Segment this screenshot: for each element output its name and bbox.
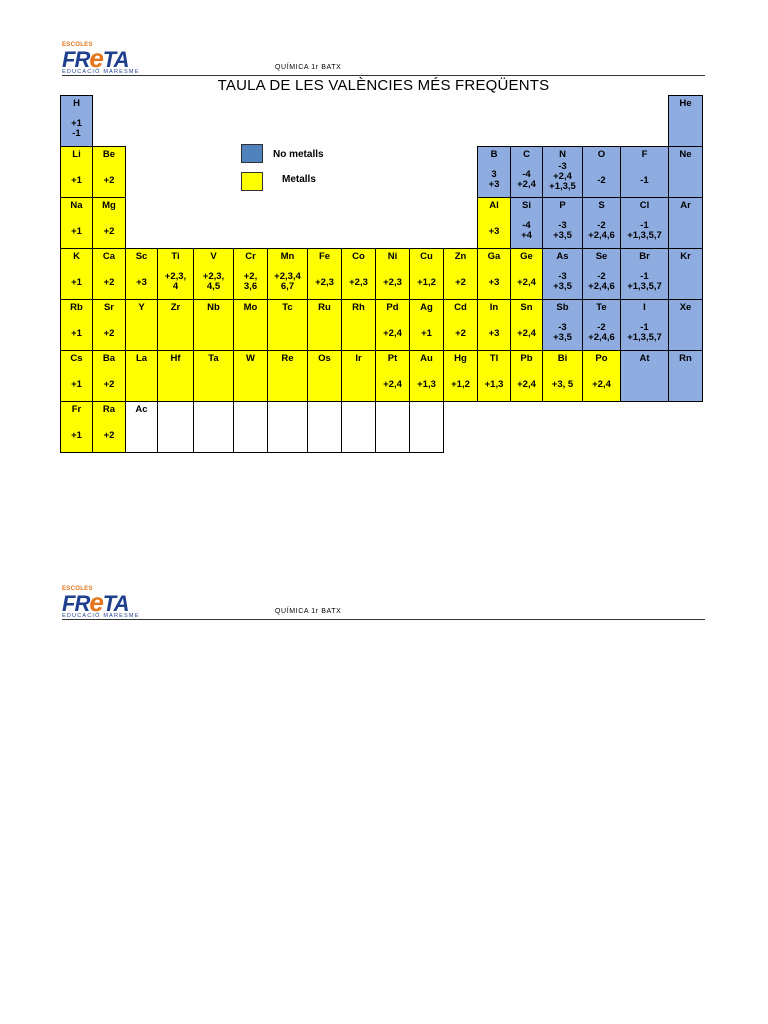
empty-cell xyxy=(158,402,194,453)
element-valences: -2 xyxy=(597,175,606,186)
element-cell-ac xyxy=(126,402,158,453)
element-symbol: Co xyxy=(352,251,365,262)
element-valences: 3 +3 xyxy=(488,169,500,190)
element-cell-al xyxy=(478,198,511,249)
blank-cell xyxy=(444,96,478,147)
element-valences: +2,4 xyxy=(517,379,536,390)
element-cell-n xyxy=(543,147,583,198)
element-cell-mg xyxy=(93,198,126,249)
header-subtitle: QUÍMICA 1r BATX xyxy=(275,64,342,71)
element-symbol: Cr xyxy=(245,251,256,262)
element-cell-rb xyxy=(61,300,93,351)
element-valences: -3 +3,5 xyxy=(553,220,572,241)
element-symbol: Fr xyxy=(71,404,82,415)
blank-cell xyxy=(410,198,444,249)
header-rule xyxy=(62,75,705,76)
blank-cell xyxy=(268,198,308,249)
element-symbol: Bi xyxy=(557,353,568,364)
element-symbol: Cs xyxy=(70,353,83,364)
blank-cell xyxy=(93,96,126,147)
element-valences: +2,4 xyxy=(592,379,611,390)
blank-cell xyxy=(126,147,158,198)
blank-cell xyxy=(410,96,444,147)
element-cell-c xyxy=(511,147,543,198)
blank-cell xyxy=(194,147,234,198)
element-valences: +3 xyxy=(136,277,147,288)
element-symbol: F xyxy=(641,149,648,160)
element-symbol: W xyxy=(246,353,255,364)
element-cell-tc xyxy=(268,300,308,351)
element-cell-b xyxy=(478,147,511,198)
blank-cell xyxy=(376,147,410,198)
element-symbol: Os xyxy=(318,353,331,364)
element-cell-zr xyxy=(158,300,194,351)
blank-cell xyxy=(583,402,621,453)
element-valences: +2 xyxy=(103,277,115,288)
element-valences: +1,3 xyxy=(484,379,504,390)
element-valences: +3 xyxy=(488,328,500,339)
empty-cell xyxy=(194,402,234,453)
element-cell-ni xyxy=(376,249,410,300)
element-symbol: Y xyxy=(138,302,145,313)
element-symbol: At xyxy=(639,353,650,364)
element-valences: +1 xyxy=(71,328,82,339)
blank-cell xyxy=(669,402,703,453)
element-symbol: Ba xyxy=(102,353,116,364)
element-cell-pt xyxy=(376,351,410,402)
empty-cell xyxy=(308,402,342,453)
element-symbol: Po xyxy=(595,353,608,364)
element-valences: +1,2 xyxy=(451,379,470,390)
element-cell-w xyxy=(234,351,268,402)
element-cell-ga xyxy=(478,249,511,300)
element-valences: +3 xyxy=(488,226,500,237)
header-subtitle-2: QUÍMICA 1r BATX xyxy=(275,608,342,615)
blank-cell xyxy=(444,147,478,198)
element-cell-ne xyxy=(669,147,703,198)
logo-wordmark-2: FReTA xyxy=(62,587,129,617)
element-symbol: Se xyxy=(595,251,608,262)
header-rule-2 xyxy=(62,619,705,620)
element-symbol: Tl xyxy=(489,353,499,364)
element-cell-fr xyxy=(61,402,93,453)
element-cell-cl xyxy=(621,198,669,249)
element-symbol: Ga xyxy=(487,251,501,262)
element-cell-hf xyxy=(158,351,194,402)
table-row xyxy=(61,249,703,300)
element-cell-ca xyxy=(93,249,126,300)
element-valences: +2 xyxy=(103,328,115,339)
element-cell-pd xyxy=(376,300,410,351)
element-symbol: Rn xyxy=(679,353,692,364)
element-symbol: Ge xyxy=(520,251,533,262)
blank-cell xyxy=(511,402,543,453)
element-cell-mn xyxy=(268,249,308,300)
element-symbol: Ru xyxy=(318,302,331,313)
element-symbol: Fe xyxy=(318,251,331,262)
element-cell-os xyxy=(308,351,342,402)
element-valences: -1 +1,3,5,7 xyxy=(627,271,662,292)
element-symbol: Pb xyxy=(520,353,533,364)
blank-cell xyxy=(342,147,376,198)
element-symbol: Li xyxy=(72,149,81,160)
table-row xyxy=(61,402,703,453)
element-cell-o xyxy=(583,147,621,198)
blank-cell xyxy=(543,96,583,147)
element-valences: +2 xyxy=(103,226,115,237)
blank-cell xyxy=(444,198,478,249)
blank-cell xyxy=(126,198,158,249)
element-cell-cu xyxy=(410,249,444,300)
blank-cell xyxy=(158,96,194,147)
element-symbol: Hf xyxy=(170,353,181,364)
element-symbol: Nb xyxy=(207,302,220,313)
element-cell-br xyxy=(621,249,669,300)
element-valences: +1,2 xyxy=(417,277,436,288)
element-symbol: B xyxy=(490,149,498,160)
element-valences: +1,3 xyxy=(417,379,436,390)
element-cell-i xyxy=(621,300,669,351)
element-symbol: Zn xyxy=(454,251,467,262)
element-valences: -2 +2,4,6 xyxy=(588,220,615,241)
element-symbol: Ne xyxy=(679,149,692,160)
blank-cell xyxy=(234,96,268,147)
element-cell-te xyxy=(583,300,621,351)
element-symbol: Cd xyxy=(454,302,467,313)
table-row xyxy=(61,147,703,198)
element-cell-p xyxy=(543,198,583,249)
element-symbol: Be xyxy=(102,149,116,160)
element-cell-ag xyxy=(410,300,444,351)
blank-cell xyxy=(478,402,511,453)
school-logo xyxy=(62,42,140,76)
element-symbol: P xyxy=(559,200,566,211)
element-valences: -4 +2,4 xyxy=(517,169,536,190)
blank-cell xyxy=(268,147,308,198)
element-cell-sb xyxy=(543,300,583,351)
element-symbol: Mn xyxy=(280,251,295,262)
element-cell-co xyxy=(342,249,376,300)
element-valences: +3, 5 xyxy=(551,379,574,390)
element-valences: +2,3, 4 xyxy=(164,271,187,292)
element-valences: +2 xyxy=(103,379,115,390)
element-valences: -1 +1,3,5,7 xyxy=(627,220,662,241)
logo-tagline: EDUCACIÓ MARESME xyxy=(62,69,140,75)
element-valences: +2, 3,6 xyxy=(243,271,258,292)
element-symbol: Sc xyxy=(135,251,148,262)
element-symbol: Ca xyxy=(102,251,116,262)
element-symbol: Sb xyxy=(556,302,569,313)
element-valences: -1 +1,3,5,7 xyxy=(627,322,662,343)
element-cell-as xyxy=(543,249,583,300)
element-cell-na xyxy=(61,198,93,249)
table-row xyxy=(61,198,703,249)
element-cell-s xyxy=(583,198,621,249)
element-valences: -1 xyxy=(640,175,649,186)
element-cell-pb xyxy=(511,351,543,402)
element-symbol: Br xyxy=(639,251,650,262)
element-symbol: N xyxy=(559,149,566,160)
element-symbol: Rb xyxy=(70,302,83,313)
element-valences: +2 xyxy=(455,328,466,339)
blank-cell xyxy=(444,402,478,453)
element-symbol: Ra xyxy=(102,404,116,415)
blank-cell xyxy=(308,96,342,147)
element-cell-ta xyxy=(194,351,234,402)
element-valences: +2 xyxy=(103,175,115,186)
element-symbol: Cu xyxy=(420,251,433,262)
element-symbol: In xyxy=(489,302,499,313)
element-cell-ir xyxy=(342,351,376,402)
element-symbol: Zr xyxy=(170,302,181,313)
element-symbol: O xyxy=(597,149,606,160)
element-symbol: Al xyxy=(489,200,499,211)
blank-cell xyxy=(376,96,410,147)
school-logo-2 xyxy=(62,586,140,620)
blank-cell xyxy=(543,402,583,453)
element-valences: -2 +2,4,6 xyxy=(588,322,615,343)
element-cell-ba xyxy=(93,351,126,402)
element-cell-rh xyxy=(342,300,376,351)
element-valences: +2,3 xyxy=(383,277,402,288)
legend-nonmetal-label: No metalls xyxy=(273,149,324,160)
element-cell-v xyxy=(194,249,234,300)
element-cell-re xyxy=(268,351,308,402)
element-symbol: V xyxy=(210,251,217,262)
element-symbol: S xyxy=(598,200,605,211)
blank-cell xyxy=(194,96,234,147)
element-symbol: Pt xyxy=(387,353,398,364)
element-valences: +1 -1 xyxy=(71,118,82,139)
blank-cell xyxy=(621,96,669,147)
element-cell-ru xyxy=(308,300,342,351)
element-cell-nb xyxy=(194,300,234,351)
element-symbol: I xyxy=(643,302,646,313)
blank-cell xyxy=(342,198,376,249)
element-valences: +1 xyxy=(421,328,432,339)
element-valences: -4 +4 xyxy=(521,220,532,241)
element-cell-y xyxy=(126,300,158,351)
element-symbol: Cl xyxy=(639,200,650,211)
logo-top-text-2: ESCOLES xyxy=(62,586,93,592)
element-symbol: Ac xyxy=(135,404,148,415)
element-cell-xe xyxy=(669,300,703,351)
legend-metal-label: Metalls xyxy=(282,174,316,185)
element-symbol: Sr xyxy=(103,302,115,313)
element-cell-cd xyxy=(444,300,478,351)
blank-cell xyxy=(478,96,511,147)
element-cell-ge xyxy=(511,249,543,300)
element-symbol: La xyxy=(135,353,148,364)
element-cell-hg xyxy=(444,351,478,402)
element-cell-se xyxy=(583,249,621,300)
element-valences: -3 +3,5 xyxy=(553,322,572,343)
element-symbol: Te xyxy=(596,302,607,313)
element-cell-au xyxy=(410,351,444,402)
blank-cell xyxy=(126,96,158,147)
element-symbol: Ag xyxy=(420,302,433,313)
element-symbol: Ta xyxy=(208,353,219,364)
blank-cell xyxy=(410,147,444,198)
element-cell-si xyxy=(511,198,543,249)
element-cell-k xyxy=(61,249,93,300)
element-symbol: Sn xyxy=(520,302,533,313)
element-cell-sr xyxy=(93,300,126,351)
blank-cell xyxy=(234,198,268,249)
table-row xyxy=(61,96,703,147)
element-cell-po xyxy=(583,351,621,402)
element-cell-la xyxy=(126,351,158,402)
element-valences: +2,3,4 6,7 xyxy=(274,271,301,292)
element-symbol: Au xyxy=(420,353,433,364)
logo-top-text: ESCOLES xyxy=(62,42,93,48)
blank-cell xyxy=(511,96,543,147)
element-valences: -3 +3,5 xyxy=(553,271,572,292)
element-cell-ar xyxy=(669,198,703,249)
blank-cell xyxy=(234,147,268,198)
element-cell-f xyxy=(621,147,669,198)
blank-cell xyxy=(308,198,342,249)
element-symbol: Na xyxy=(70,200,83,211)
element-symbol: Tc xyxy=(282,302,293,313)
element-symbol: Ni xyxy=(387,251,398,262)
blank-cell xyxy=(158,198,194,249)
blank-cell xyxy=(268,96,308,147)
element-cell-cs xyxy=(61,351,93,402)
element-symbol: Si xyxy=(522,200,531,211)
table-row xyxy=(61,300,703,351)
element-cell-kr xyxy=(669,249,703,300)
element-symbol: Pd xyxy=(386,302,399,313)
element-symbol: Mg xyxy=(102,200,116,211)
element-valences: +1 xyxy=(71,226,82,237)
table-row xyxy=(61,351,703,402)
element-valences: -3 +2,4 +1,3,5 xyxy=(549,161,576,192)
element-symbol: Rh xyxy=(352,302,365,313)
element-valences: +1 xyxy=(71,430,82,441)
blank-cell xyxy=(342,96,376,147)
blank-cell xyxy=(194,198,234,249)
element-symbol: Ti xyxy=(171,251,180,262)
element-cell-in xyxy=(478,300,511,351)
element-cell-zn xyxy=(444,249,478,300)
element-valences: +1 xyxy=(71,379,82,390)
element-valences: +1 xyxy=(71,277,82,288)
element-valences: +2 xyxy=(455,277,466,288)
element-cell-tl xyxy=(478,351,511,402)
element-symbol: H xyxy=(73,98,80,109)
page-title: TAULA DE LES VALÈNCIES MÉS FREQÜENTS xyxy=(217,77,550,94)
element-valences: +1 xyxy=(71,175,82,186)
element-cell-ti xyxy=(158,249,194,300)
element-cell-li xyxy=(61,147,93,198)
element-valences: +2,3 xyxy=(315,277,334,288)
blank-cell xyxy=(376,198,410,249)
empty-cell xyxy=(268,402,308,453)
element-symbol: As xyxy=(556,251,569,262)
element-cell-fe xyxy=(308,249,342,300)
element-symbol: Ar xyxy=(680,200,691,211)
element-cell-sn xyxy=(511,300,543,351)
element-cell-cr xyxy=(234,249,268,300)
element-cell-be xyxy=(93,147,126,198)
element-cell-rn xyxy=(669,351,703,402)
element-valences: -2 +2,4,6 xyxy=(588,271,615,292)
element-symbol: C xyxy=(523,149,530,160)
element-valences: +2,4 xyxy=(383,328,402,339)
element-symbol: Mo xyxy=(243,302,258,313)
element-symbol: Hg xyxy=(454,353,467,364)
element-cell-h xyxy=(61,96,93,147)
blank-cell xyxy=(158,147,194,198)
empty-cell xyxy=(234,402,268,453)
periodic-table xyxy=(60,95,703,453)
element-valences: +2 xyxy=(103,430,115,441)
element-symbol: Xe xyxy=(679,302,692,313)
empty-cell xyxy=(342,402,376,453)
element-cell-at xyxy=(621,351,669,402)
element-cell-sc xyxy=(126,249,158,300)
logo-tagline-2: EDUCACIÓ MARESME xyxy=(62,613,140,619)
element-valences: +2,3 xyxy=(349,277,368,288)
element-valences: +3 xyxy=(488,277,500,288)
element-symbol: K xyxy=(73,251,80,262)
element-valences: +2,4 xyxy=(517,328,536,339)
element-symbol: Ir xyxy=(355,353,362,364)
blank-cell xyxy=(621,402,669,453)
blank-cell xyxy=(308,147,342,198)
element-valences: +2,3, 4,5 xyxy=(202,271,225,292)
logo-wordmark: FReTA xyxy=(62,43,129,73)
empty-cell xyxy=(410,402,444,453)
element-cell-he xyxy=(669,96,703,147)
element-symbol: Kr xyxy=(680,251,691,262)
element-cell-bi xyxy=(543,351,583,402)
element-valences: +2,4 xyxy=(517,277,536,288)
blank-cell xyxy=(583,96,621,147)
element-cell-mo xyxy=(234,300,268,351)
element-symbol: Re xyxy=(281,353,294,364)
element-cell-ra xyxy=(93,402,126,453)
empty-cell xyxy=(376,402,410,453)
element-valences: +2,4 xyxy=(383,379,402,390)
element-symbol: He xyxy=(679,98,692,109)
